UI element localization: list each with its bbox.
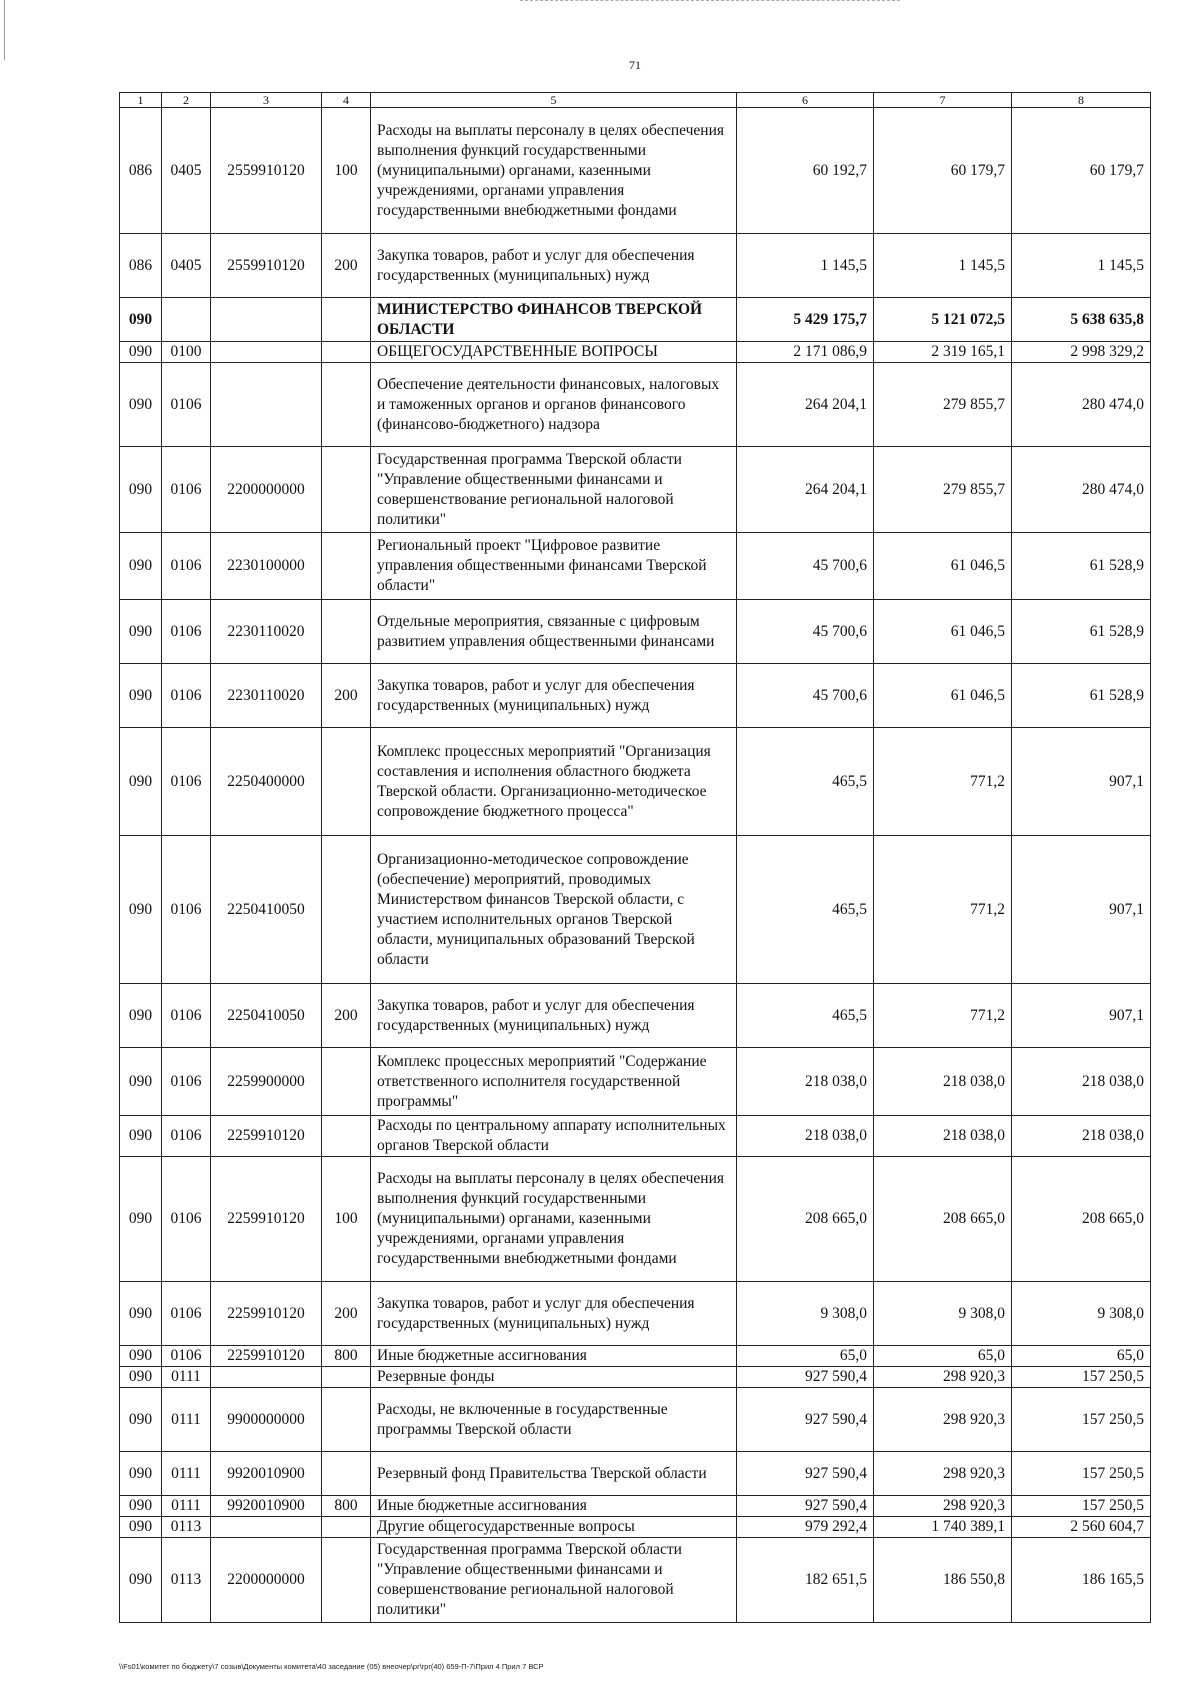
column-header: 8 [1012, 93, 1151, 108]
amount-year-1-cell: 264 204,1 [737, 363, 874, 447]
expense-type-cell: 800 [322, 1496, 371, 1517]
amount-year-3-cell: 280 474,0 [1012, 363, 1151, 447]
amount-year-3-cell: 157 250,5 [1012, 1367, 1151, 1388]
table-row [120, 1496, 1151, 1517]
section-code-cell: 0106 [162, 1346, 211, 1367]
amount-year-3-cell: 907,1 [1012, 836, 1151, 984]
amount-year-2-cell: 298 920,3 [874, 1496, 1012, 1517]
amount-year-2-cell: 298 920,3 [874, 1367, 1012, 1388]
amount-year-2-cell: 61 046,5 [874, 600, 1012, 664]
expense-type-cell: 100 [322, 108, 371, 234]
admin-code-cell: 090 [120, 1538, 162, 1623]
admin-code-cell: 090 [120, 1116, 162, 1157]
target-article-cell: 2230110020 [211, 600, 322, 664]
expense-type-cell [322, 1048, 371, 1116]
amount-year-2-cell: 60 179,7 [874, 108, 1012, 234]
expense-type-cell [322, 447, 371, 533]
admin-code-cell: 090 [120, 664, 162, 728]
column-header: 6 [737, 93, 874, 108]
amount-year-3-cell: 60 179,7 [1012, 108, 1151, 234]
table-row [120, 600, 1151, 664]
amount-year-3-cell: 157 250,5 [1012, 1452, 1151, 1496]
amount-year-2-cell: 65,0 [874, 1346, 1012, 1367]
table-row [120, 664, 1151, 728]
amount-year-2-cell: 771,2 [874, 984, 1012, 1048]
amount-year-1-cell: 465,5 [737, 836, 874, 984]
admin-code-cell: 086 [120, 108, 162, 234]
target-article-cell: 2259910120 [211, 1282, 322, 1346]
table-row [120, 234, 1151, 298]
amount-year-3-cell: 280 474,0 [1012, 447, 1151, 533]
amount-year-2-cell: 1 740 389,1 [874, 1517, 1012, 1538]
target-article-cell: 2230110020 [211, 664, 322, 728]
amount-year-3-cell: 186 165,5 [1012, 1538, 1151, 1623]
target-article-cell [211, 1367, 322, 1388]
amount-year-2-cell: 771,2 [874, 728, 1012, 836]
expense-type-cell [322, 298, 371, 342]
budget-table [119, 92, 1151, 1623]
table-row [120, 342, 1151, 363]
admin-code-cell: 090 [120, 1517, 162, 1538]
amount-year-2-cell: 208 665,0 [874, 1157, 1012, 1282]
column-header: 7 [874, 93, 1012, 108]
section-code-cell [162, 298, 211, 342]
target-article-cell: 2250410050 [211, 984, 322, 1048]
section-code-cell: 0113 [162, 1517, 211, 1538]
expense-type-cell [322, 363, 371, 447]
table-row [120, 1048, 1151, 1116]
description-cell: Региональный проект "Цифровое развитие управления общественными финансами Тверской области" [371, 533, 737, 600]
amount-year-2-cell: 186 550,8 [874, 1538, 1012, 1623]
section-code-cell: 0106 [162, 447, 211, 533]
table-row [120, 836, 1151, 984]
description-cell: Организационно-методическое сопровождение (обеспечение) мероприятий, проводимых Министерством финансов Тверской области, с участием исполнительных органов Тверской области, муниципальных образований Тверской области [371, 836, 737, 984]
column-header: 5 [371, 93, 737, 108]
admin-code-cell: 090 [120, 600, 162, 664]
section-code-cell: 0113 [162, 1538, 211, 1623]
section-code-cell: 0106 [162, 1116, 211, 1157]
admin-code-cell: 090 [120, 298, 162, 342]
expense-type-cell: 100 [322, 1157, 371, 1282]
target-article-cell [211, 1517, 322, 1538]
amount-year-2-cell: 298 920,3 [874, 1452, 1012, 1496]
section-code-cell: 0111 [162, 1496, 211, 1517]
amount-year-1-cell: 182 651,5 [737, 1538, 874, 1623]
description-cell: Комплекс процессных мероприятий "Содержание ответственного исполнителя государственной программы" [371, 1048, 737, 1116]
description-cell: Отдельные мероприятия, связанные с цифровым развитием управления общественными финансами [371, 600, 737, 664]
admin-code-cell: 090 [120, 728, 162, 836]
table-row [120, 984, 1151, 1048]
section-code-cell: 0106 [162, 728, 211, 836]
admin-code-cell: 090 [120, 1157, 162, 1282]
target-article-cell: 2559910120 [211, 234, 322, 298]
description-cell: Расходы, не включенные в государственные программы Тверской области [371, 1388, 737, 1452]
amount-year-2-cell: 218 038,0 [874, 1116, 1012, 1157]
amount-year-3-cell: 907,1 [1012, 728, 1151, 836]
amount-year-2-cell: 298 920,3 [874, 1388, 1012, 1452]
section-code-cell: 0111 [162, 1367, 211, 1388]
section-code-cell: 0111 [162, 1388, 211, 1452]
table-row [120, 108, 1151, 234]
admin-code-cell: 090 [120, 984, 162, 1048]
table-row [120, 533, 1151, 600]
admin-code-cell: 090 [120, 1048, 162, 1116]
amount-year-2-cell: 2 319 165,1 [874, 342, 1012, 363]
section-code-cell: 0111 [162, 1452, 211, 1496]
description-cell: Государственная программа Тверской области "Управление общественными финансами и совершенствование региональной налоговой политики" [371, 1538, 737, 1623]
admin-code-cell: 090 [120, 1346, 162, 1367]
amount-year-3-cell: 61 528,9 [1012, 533, 1151, 600]
amount-year-2-cell: 1 145,5 [874, 234, 1012, 298]
amount-year-3-cell: 157 250,5 [1012, 1388, 1151, 1452]
column-header: 4 [322, 93, 371, 108]
amount-year-1-cell: 45 700,6 [737, 664, 874, 728]
target-article-cell [211, 298, 322, 342]
description-cell: Резервные фонды [371, 1367, 737, 1388]
admin-code-cell: 090 [120, 533, 162, 600]
table-body [120, 108, 1151, 1623]
target-article-cell: 2230100000 [211, 533, 322, 600]
table-row [120, 1346, 1151, 1367]
admin-code-cell: 090 [120, 447, 162, 533]
target-article-cell: 2200000000 [211, 447, 322, 533]
table-row [120, 1157, 1151, 1282]
admin-code-cell: 090 [120, 1282, 162, 1346]
target-article-cell: 9920010900 [211, 1452, 322, 1496]
amount-year-3-cell: 907,1 [1012, 984, 1151, 1048]
target-article-cell: 2259910120 [211, 1116, 322, 1157]
section-code-cell: 0100 [162, 342, 211, 363]
description-cell: Другие общегосударственные вопросы [371, 1517, 737, 1538]
section-code-cell: 0106 [162, 836, 211, 984]
description-cell: Государственная программа Тверской области "Управление общественными финансами и совершенствование региональной налоговой политики" [371, 447, 737, 533]
scan-edge-mark [520, 0, 900, 2]
section-code-cell: 0106 [162, 1048, 211, 1116]
expense-type-cell [322, 1517, 371, 1538]
expense-type-cell [322, 533, 371, 600]
amount-year-1-cell: 927 590,4 [737, 1367, 874, 1388]
amount-year-1-cell: 465,5 [737, 728, 874, 836]
amount-year-1-cell: 5 429 175,7 [737, 298, 874, 342]
description-cell: Иные бюджетные ассигнования [371, 1496, 737, 1517]
amount-year-1-cell: 927 590,4 [737, 1496, 874, 1517]
amount-year-1-cell: 65,0 [737, 1346, 874, 1367]
description-cell: Расходы на выплаты персоналу в целях обеспечения выполнения функций государственными (муниципальными) органами, казенными учреждениями, органами управления государственными внебюджетными фондами [371, 108, 737, 234]
description-cell: МИНИСТЕРСТВО ФИНАНСОВ ТВЕРСКОЙ ОБЛАСТИ [371, 298, 737, 342]
amount-year-3-cell: 2 560 604,7 [1012, 1517, 1151, 1538]
column-header: 3 [211, 93, 322, 108]
table-row [120, 447, 1151, 533]
section-code-cell: 0106 [162, 600, 211, 664]
scan-edge-mark [4, 0, 5, 60]
expense-type-cell: 200 [322, 1282, 371, 1346]
section-code-cell: 0106 [162, 533, 211, 600]
target-article-cell: 2259910120 [211, 1346, 322, 1367]
section-code-cell: 0106 [162, 1282, 211, 1346]
expense-type-cell [322, 728, 371, 836]
expense-type-cell: 200 [322, 664, 371, 728]
description-cell: Закупка товаров, работ и услуг для обеспечения государственных (муниципальных) нужд [371, 984, 737, 1048]
table-row [120, 728, 1151, 836]
target-article-cell [211, 342, 322, 363]
expense-type-cell [322, 1388, 371, 1452]
amount-year-2-cell: 279 855,7 [874, 363, 1012, 447]
amount-year-3-cell: 5 638 635,8 [1012, 298, 1151, 342]
table-row [120, 1388, 1151, 1452]
amount-year-2-cell: 5 121 072,5 [874, 298, 1012, 342]
amount-year-1-cell: 45 700,6 [737, 600, 874, 664]
description-cell: Закупка товаров, работ и услуг для обеспечения государственных (муниципальных) нужд [371, 1282, 737, 1346]
target-article-cell: 9900000000 [211, 1388, 322, 1452]
description-cell: Закупка товаров, работ и услуг для обеспечения государственных (муниципальных) нужд [371, 664, 737, 728]
target-article-cell: 2200000000 [211, 1538, 322, 1623]
target-article-cell: 2559910120 [211, 108, 322, 234]
table-row [120, 1282, 1151, 1346]
description-cell: Комплекс процессных мероприятий "Организация составления и исполнения областного бюджета Тверской области. Организационно-методическое сопровождение бюджетного процесса" [371, 728, 737, 836]
amount-year-1-cell: 1 145,5 [737, 234, 874, 298]
amount-year-2-cell: 218 038,0 [874, 1048, 1012, 1116]
target-article-cell: 2259910120 [211, 1157, 322, 1282]
table-row [120, 1116, 1151, 1157]
description-cell: ОБЩЕГОСУДАРСТВЕННЫЕ ВОПРОСЫ [371, 342, 737, 363]
amount-year-3-cell: 65,0 [1012, 1346, 1151, 1367]
amount-year-3-cell: 1 145,5 [1012, 234, 1151, 298]
target-article-cell: 2250410050 [211, 836, 322, 984]
target-article-cell [211, 363, 322, 447]
admin-code-cell: 086 [120, 234, 162, 298]
section-code-cell: 0106 [162, 1157, 211, 1282]
expense-type-cell [322, 1452, 371, 1496]
section-code-cell: 0106 [162, 984, 211, 1048]
table-row [120, 298, 1151, 342]
column-header: 2 [162, 93, 211, 108]
admin-code-cell: 090 [120, 342, 162, 363]
file-path-footer: \\Fs01\комитет по бюджету\7 созыв\Документы комитета\40 заседание (05) внеочер\pr\rpr(40) 659-П-7\Прил 4 Прил 7 ВСР [119, 1662, 544, 1671]
description-cell: Расходы на выплаты персоналу в целях обеспечения выполнения функций государственными (муниципальными) органами, казенными учреждениями, органами управления государственными внебюджетными фондами [371, 1157, 737, 1282]
amount-year-1-cell: 60 192,7 [737, 108, 874, 234]
amount-year-3-cell: 208 665,0 [1012, 1157, 1151, 1282]
expense-type-cell [322, 1367, 371, 1388]
admin-code-cell: 090 [120, 1367, 162, 1388]
table-row [120, 1538, 1151, 1623]
description-cell: Расходы по центральному аппарату исполнительных органов Тверской области [371, 1116, 737, 1157]
description-cell: Обеспечение деятельности финансовых, налоговых и таможенных органов и органов финансового (финансово-бюджетного) надзора [371, 363, 737, 447]
table-row [120, 1452, 1151, 1496]
section-code-cell: 0106 [162, 363, 211, 447]
admin-code-cell: 090 [120, 1496, 162, 1517]
amount-year-2-cell: 61 046,5 [874, 664, 1012, 728]
amount-year-3-cell: 218 038,0 [1012, 1116, 1151, 1157]
amount-year-1-cell: 2 171 086,9 [737, 342, 874, 363]
section-code-cell: 0405 [162, 234, 211, 298]
amount-year-2-cell: 61 046,5 [874, 533, 1012, 600]
admin-code-cell: 090 [120, 363, 162, 447]
target-article-cell: 9920010900 [211, 1496, 322, 1517]
expense-type-cell [322, 1116, 371, 1157]
amount-year-1-cell: 218 038,0 [737, 1116, 874, 1157]
table-row [120, 1367, 1151, 1388]
section-code-cell: 0405 [162, 108, 211, 234]
amount-year-1-cell: 465,5 [737, 984, 874, 1048]
amount-year-1-cell: 208 665,0 [737, 1157, 874, 1282]
amount-year-1-cell: 979 292,4 [737, 1517, 874, 1538]
admin-code-cell: 090 [120, 1452, 162, 1496]
expense-type-cell: 800 [322, 1346, 371, 1367]
amount-year-3-cell: 2 998 329,2 [1012, 342, 1151, 363]
amount-year-1-cell: 927 590,4 [737, 1388, 874, 1452]
expense-type-cell [322, 836, 371, 984]
page-number: 71 [629, 58, 641, 72]
amount-year-1-cell: 218 038,0 [737, 1048, 874, 1116]
admin-code-cell: 090 [120, 836, 162, 984]
description-cell: Закупка товаров, работ и услуг для обеспечения государственных (муниципальных) нужд [371, 234, 737, 298]
amount-year-3-cell: 218 038,0 [1012, 1048, 1151, 1116]
amount-year-3-cell: 61 528,9 [1012, 664, 1151, 728]
amount-year-3-cell: 157 250,5 [1012, 1496, 1151, 1517]
target-article-cell: 2259900000 [211, 1048, 322, 1116]
expense-type-cell [322, 342, 371, 363]
table-header-row [120, 93, 1151, 108]
amount-year-3-cell: 61 528,9 [1012, 600, 1151, 664]
target-article-cell: 2250400000 [211, 728, 322, 836]
description-cell: Резервный фонд Правительства Тверской области [371, 1452, 737, 1496]
expense-type-cell [322, 1538, 371, 1623]
amount-year-2-cell: 9 308,0 [874, 1282, 1012, 1346]
amount-year-1-cell: 45 700,6 [737, 533, 874, 600]
admin-code-cell: 090 [120, 1388, 162, 1452]
expense-type-cell: 200 [322, 984, 371, 1048]
expense-type-cell: 200 [322, 234, 371, 298]
amount-year-3-cell: 9 308,0 [1012, 1282, 1151, 1346]
description-cell: Иные бюджетные ассигнования [371, 1346, 737, 1367]
amount-year-1-cell: 927 590,4 [737, 1452, 874, 1496]
column-header: 1 [120, 93, 162, 108]
amount-year-2-cell: 771,2 [874, 836, 1012, 984]
amount-year-2-cell: 279 855,7 [874, 447, 1012, 533]
amount-year-1-cell: 9 308,0 [737, 1282, 874, 1346]
expense-type-cell [322, 600, 371, 664]
table-row [120, 1517, 1151, 1538]
table-row [120, 363, 1151, 447]
amount-year-1-cell: 264 204,1 [737, 447, 874, 533]
section-code-cell: 0106 [162, 664, 211, 728]
